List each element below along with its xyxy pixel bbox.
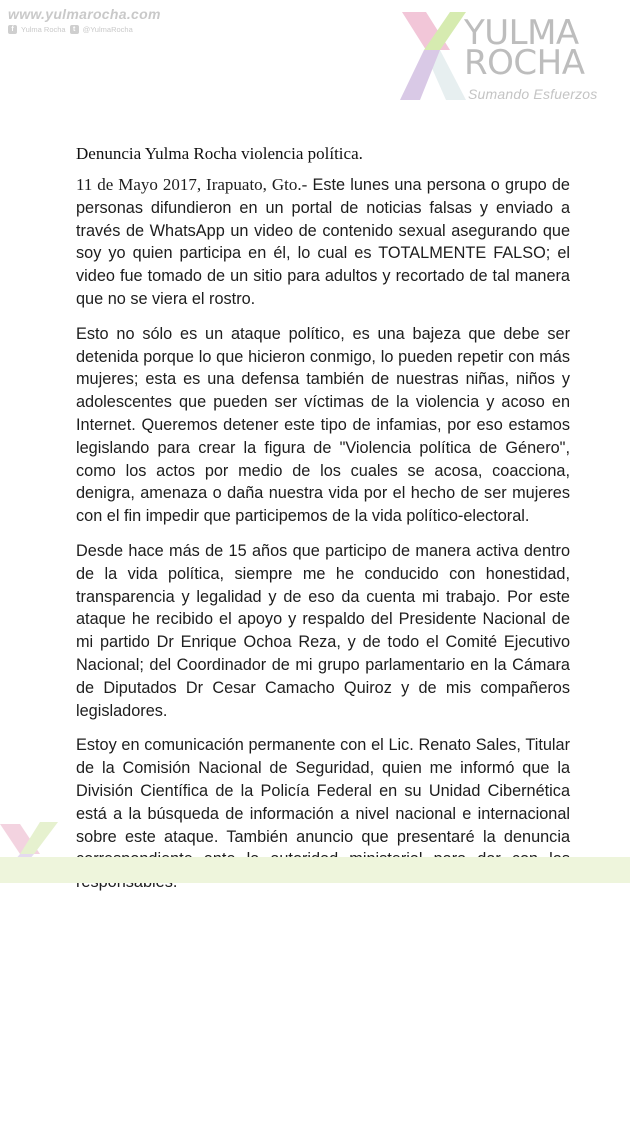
paragraph-4: Estoy en comunicación permanente con el Lic. Renato Sales, Titular de la Comisión Nacional de Seguridad, quien me informó que la División Científica de la Policía Federal en su Unidad Cibernética está a la búsqueda de información a nivel nacional e internacional sobre este ataque. También anuncio que presentaré la denuncia bbox=[76, 736, 570, 846]
document-title: Denuncia Yulma Rocha violencia política. bbox=[76, 144, 363, 163]
dateline: 11 de Mayo 2017, Irapuato, Gto.- bbox=[76, 175, 308, 194]
social-row bbox=[8, 25, 161, 34]
logo-line-1: YULMA bbox=[464, 13, 579, 53]
facebook-icon[interactable]: f bbox=[8, 25, 17, 34]
paragraph-2: Esto no sólo es un ataque político, es una bajeza que debe ser detenida porque lo que hicieron conmigo, lo pueden repetir con más mujeres; esta es una defensa también de nuestras niñas, niños y adolescentes que pueden ser víctimas de la violencia y acoso en Internet. Queremos detener este tipo de infamias, por eso estamos legislando para crear la figura de "Violencia política de Género", como los actos por medio de los cuales se acosa, coacciona, denigra, amenaza o daña nuestra vida por el hecho de ser mujeres con el fin impedir que participemos de la vida político-electoral. bbox=[76, 324, 570, 526]
twitter-icon[interactable]: t bbox=[70, 25, 79, 34]
logo-line-2: ROCHA bbox=[464, 43, 585, 83]
paragraph-1-body: Este lunes una persona o grupo de personas difundieron en un portal de noticias falsas y enviado a través de WhatsApp un video de contenido sexual asegurando que soy yo quien participa en él, lo cual es TOTALMENTE FALSO; el video fue tomado de un sitio para adultos y recortado de tal manera que no se viera el rostro. bbox=[76, 176, 570, 308]
logo-mark-icon bbox=[396, 6, 468, 106]
paragraph-3: Desde hace más de 15 años que participo de manera activa dentro de la vida política, siempre me he conducido con honestidad, transparencia y legalidad y de eso da cuenta mi trabajo. Por este ataque he recibido el apoyo y respaldo del Presidente Nacional de mi partido Dr Enrique Ochoa Reza, y de todo el Comité Ejecutivo Nacional; del Coordinador de mi grupo parlamentario en la Cámara de Diputados Dr Cesar Camacho Quiroz y de mis compañeros legisladores. bbox=[76, 541, 570, 720]
logo-wordmark bbox=[464, 13, 585, 83]
twitter-handle[interactable]: @YulmaRocha bbox=[82, 25, 133, 34]
yulma-rocha-logo bbox=[396, 6, 626, 106]
site-header bbox=[8, 6, 161, 34]
facebook-handle[interactable]: Yulma Rocha bbox=[21, 25, 66, 34]
logo-tagline: Sumando Esfuerzos bbox=[468, 86, 598, 102]
statement-document bbox=[76, 144, 570, 906]
paragraph-1 bbox=[76, 174, 570, 311]
site-url[interactable]: www.yulmarocha.com bbox=[8, 6, 161, 22]
footer-band bbox=[0, 857, 630, 883]
